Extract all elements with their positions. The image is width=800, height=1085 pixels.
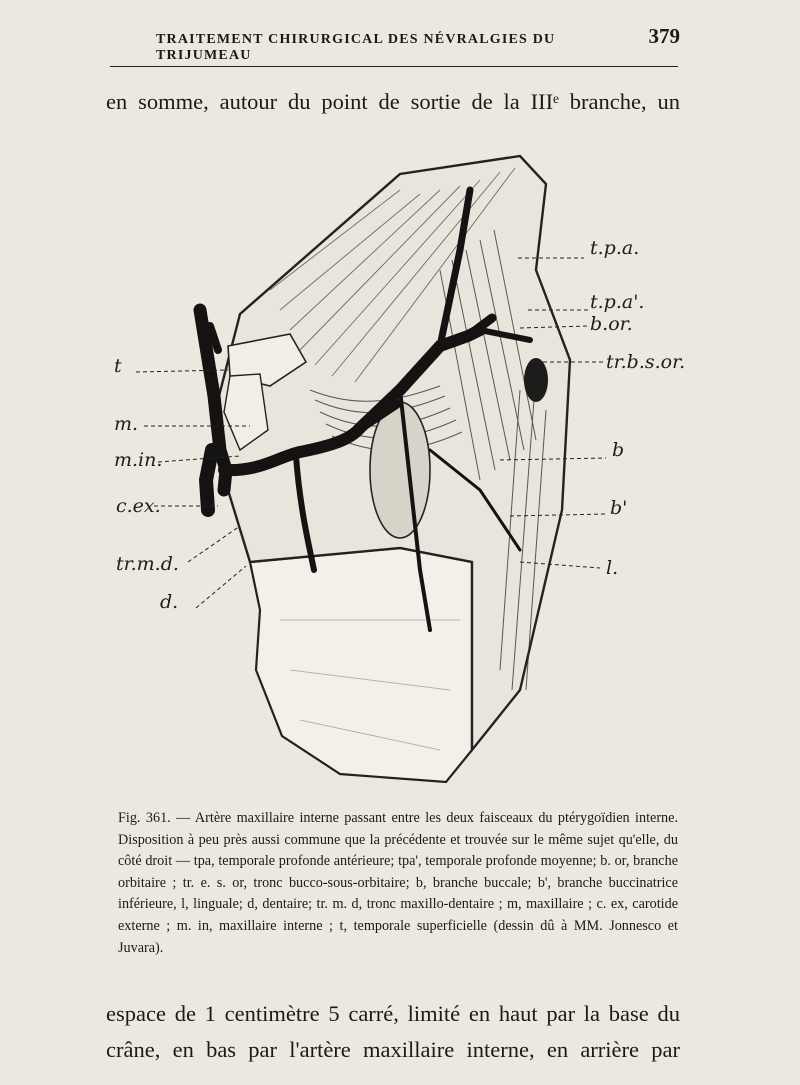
label-tpa: t.p.a. [590, 237, 640, 259]
label-tpa-prime: t.p.a'. [590, 291, 645, 313]
caption-text: Fig. 361. — Artère maxillaire interne passant entre les deux faisceaux du ptérygoïdien interne. Disposition à peu près aussi commune que la précédente et trouvée sur le même sujet qu'elle, du côté droit — tpa, temporale profonde antérieure; tpa', temporale profonde moyenne; b. or, branche orbitaire ; tr. e. s. or, tronc bucco-sous-orbitaire; b, branche buccale; b', branche buccinatrice inférieure, l, linguale; d, dentaire; tr. m. d, tronc maxillo-dentaire ; m, maxillaire ; c. ex, carotide externe ; m. in, maxillaire interne ; t, temporale superficielle (dessin dû à MM. Jonnesco et Juvara). [118, 810, 678, 956]
header-rule [110, 66, 678, 67]
figure-caption [118, 808, 678, 959]
label-t: t [114, 355, 122, 377]
body-text-top-line: en somme, autour du point de sortie de la IIIᵉ branche, un [106, 89, 680, 114]
label-d: d. [160, 591, 179, 613]
label-b-prime: b' [610, 497, 628, 519]
label-m-in: m.in. [114, 449, 163, 471]
label-m: m. [114, 413, 139, 435]
page-number: 379 [648, 24, 680, 48]
running-title: TRAITEMENT CHIRURGICAL DES NÉVRALGIES DU TRIJUMEAU [156, 32, 556, 63]
body-text-bottom-line-1: espace de 1 centimètre 5 carré, limité en haut par la base du [106, 1001, 680, 1026]
running-head [110, 24, 680, 63]
body-text-bottom-line-2: crâne, en bas par l'artère maxillaire interne, en arrière par [106, 1037, 680, 1062]
label-b: b [612, 439, 625, 461]
anatomy-illustration [100, 150, 700, 790]
label-tr-b-s-or: tr.b.s.or. [606, 351, 686, 373]
label-c-ex: c.ex. [116, 495, 161, 517]
label-tr-m-d: tr.m.d. [116, 553, 179, 575]
label-l: l. [606, 557, 619, 579]
anatomical-figure [100, 150, 700, 790]
label-b-or: b.or. [590, 313, 633, 335]
